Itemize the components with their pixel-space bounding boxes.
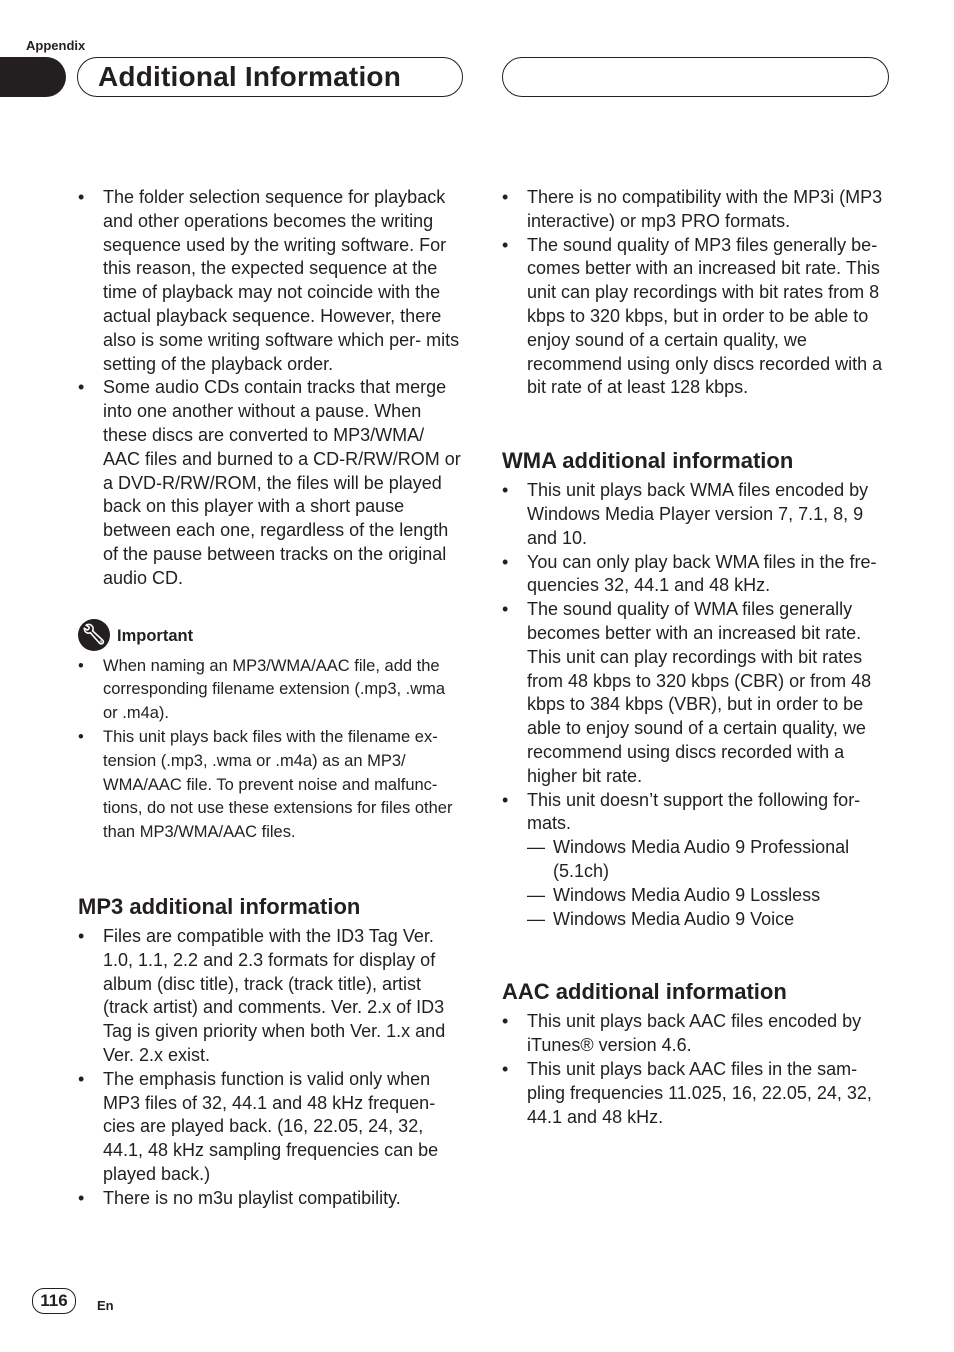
mp3-continued-list	[502, 186, 890, 400]
list-item: • This unit plays back WMA files encoded by Windows Media Player version 7, 7.1, 8, 9 and 10.	[502, 479, 890, 550]
page-number: 116	[32, 1288, 76, 1314]
wrench-icon: 🔧︎	[78, 619, 110, 651]
page-title: Additional Information	[98, 61, 402, 92]
important-list	[78, 655, 462, 845]
aac-heading: AAC additional information	[502, 979, 787, 1005]
left-column	[78, 186, 462, 1210]
list-item: • There is no m3u playlist compatibility.	[78, 1187, 462, 1211]
list-item: • This unit plays back AAC files in the sam- pling frequencies 11.025, 16, 22.05, 24, 32, 44.1 and 48 kHz.	[502, 1058, 890, 1129]
list-item: • This unit doesn’t support the following for- mats.	[502, 789, 890, 837]
list-item: • The folder selection sequence for playback and other operations becomes the writing sequence used by the writing software. For this reason, the expected sequence at the time of playback may not coincide with the actual playback sequence. However, there also is some writing software which per- mits setting of the playback order.	[78, 186, 462, 376]
intro-list	[78, 186, 462, 591]
title-box	[77, 57, 463, 97]
list-item: • This unit plays back AAC files encoded by iTunes® version 4.6.	[502, 1010, 890, 1058]
language-label: En	[97, 1298, 114, 1313]
list-item: — Windows Media Audio 9 Lossless	[527, 884, 890, 908]
unsupported-formats-list	[502, 836, 890, 931]
aac-list	[502, 1010, 890, 1129]
list-item: • This unit plays back files with the filename ex- tension (.mp3, .wma or .m4a) as an MP3/ WMA/AAC file. To prevent noise and malfunc- tions, do not use these extensions for files other than MP3/WMA/AAC files.	[78, 726, 462, 845]
wma-list	[502, 479, 890, 836]
important-label: Important	[117, 626, 194, 645]
list-item: • Some audio CDs contain tracks that merge into one another without a pause. When these discs are converted to MP3/WMA/ AAC files and burned to a CD-R/RW/ROM or a DVD-R/RW/ROM, the files will be played back on this player with a short pause between each one, regardless of the length of the pause between tracks on the original audio CD.	[78, 376, 462, 590]
list-item: — Windows Media Audio 9 Voice	[527, 908, 890, 932]
list-item: — Windows Media Audio 9 Professional (5.1ch)	[527, 836, 890, 884]
important-header	[78, 619, 462, 653]
list-item: • You can only play back WMA files in the fre- quencies 32, 44.1 and 48 kHz.	[502, 551, 890, 599]
list-item: • The emphasis function is valid only when MP3 files of 32, 44.1 and 48 kHz frequen- cies are played back. (16, 22.05, 24, 32, 44.1, 48 kHz sampling frequencies can be played back.)	[78, 1068, 462, 1187]
list-item: • The sound quality of MP3 files generally be- comes better with an increased bit rate. This unit can play recordings with bit rates from 8 kbps to 320 kbps, but in order to be able to enjoy sound of a certain quality, we recommend using only discs recorded with a bit rate of at least 128 kbps.	[502, 234, 890, 401]
list-item: • There is no compatibility with the MP3i (MP3 interactive) or mp3 PRO formats.	[502, 186, 890, 234]
list-item: • Files are compatible with the ID3 Tag Ver. 1.0, 1.1, 2.2 and 2.3 formats for display of album (disc title), track (track title), artist (track artist) and comments. Ver. 2.x of ID3 Tag is given priority when both Ver. 1.x and Ver. 2.x exist.	[78, 925, 462, 1068]
right-column	[502, 186, 890, 1129]
mp3-heading: MP3 additional information	[78, 893, 361, 919]
section-label: Appendix	[26, 38, 86, 53]
list-item: • The sound quality of WMA files generally becomes better with an increased bit rate. This unit can play recordings with bit rates from 48 kbps to 320 kbps (CBR) or from 48 kbps to 384 kbps (VBR), but in order to be able to enjoy sound of a certain quality, we recommend using discs recorded with a higher bit rate.	[502, 598, 890, 788]
list-item: • When naming an MP3/WMA/AAC file, add the corresponding filename extension (.mp3, .wma or .m4a).	[78, 655, 462, 726]
empty-title-box	[502, 57, 889, 97]
mp3-list	[78, 925, 462, 1211]
section-tab-marker	[0, 57, 66, 97]
wma-heading: WMA additional information	[502, 448, 794, 474]
